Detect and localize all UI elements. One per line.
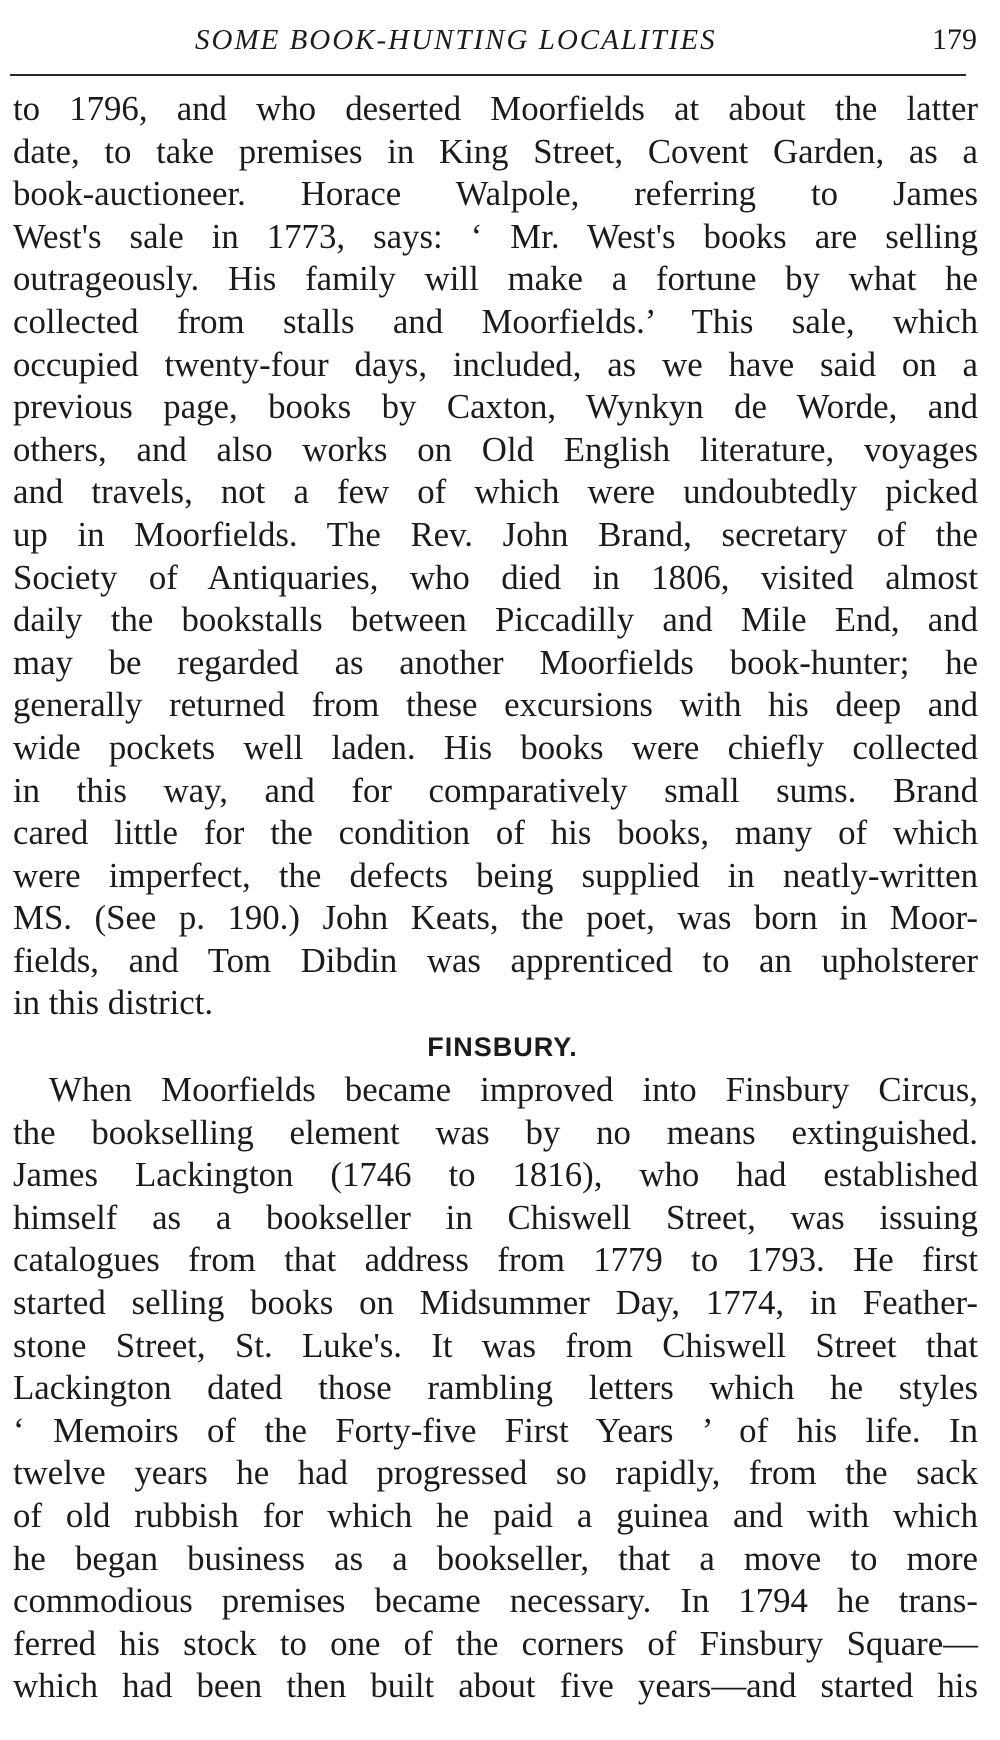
text-line: started selling books on Midsummer Day, 1774, in Feather- (13, 1283, 978, 1323)
text-line: himself as a bookseller in Chiswell Street, was issuing (13, 1197, 978, 1237)
text-line: of old rubbish for which he paid a guinea and with which (13, 1496, 978, 1535)
text-line: date, to take premises in King Street, Covent Garden, as a (13, 131, 978, 171)
text-line: James Lackington (1746 to 1816), who had established (13, 1155, 978, 1195)
text-line: wide pockets well laden. His books were chiefly collected (13, 727, 978, 767)
text-line: in this district. (13, 983, 214, 1023)
text-line: and travels, not a few of which were undoubtedly picked (13, 472, 978, 512)
text-line: MS. (See p. 190.) John Keats, the poet, was born in Moor- (13, 898, 978, 938)
text-line: fields, and Tom Dibdin was apprenticed to an upholsterer (13, 940, 978, 980)
page-number: 179 (932, 23, 977, 56)
text-line: to 1796, and who deserted Moorfields at about the latter (13, 89, 978, 128)
text-line: were imperfect, the defects being supplied in neatly-written (13, 855, 978, 895)
text-line: book-auctioneer. Horace Walpole, referring to James (13, 174, 978, 214)
text-line: daily the bookstalls between Piccadilly and Mile End, and (13, 600, 978, 640)
text-line: the bookselling element was by no means extinguished. (13, 1112, 978, 1152)
text-line: may be regarded as another Moorfields book-hunter; he (13, 642, 978, 682)
text-line: West's sale in 1773, says: ‘ Mr. West's books are selling (13, 216, 978, 256)
text-line: occupied twenty-four days, included, as we have said on a (13, 344, 978, 384)
text-line: When Moorfields became improved into Finsbury Circus, (49, 1070, 978, 1110)
text-line: catalogues from that address from 1779 to 1793. He first (13, 1240, 978, 1280)
text-line: outrageously. His family will make a fortune by what he (13, 259, 978, 299)
text-line: Society of Antiquaries, who died in 1806, visited almost (13, 557, 978, 597)
text-line: collected from stalls and Moorfields.’ This sale, which (13, 301, 978, 341)
header-rule (10, 74, 966, 76)
text-line: generally returned from these excursions with his deep and (13, 685, 978, 725)
body-text (13, 88, 978, 1708)
text-line: ferred his stock to one of the corners of Finsbury Square— (13, 1623, 978, 1663)
text-line: which had been then built about five years—and started his (13, 1666, 978, 1706)
text-line: stone Street, St. Luke's. It was from Chiswell Street that (13, 1325, 978, 1365)
text-line: twelve years he had progressed so rapidly, from the sack (13, 1453, 978, 1493)
text-line: cared little for the condition of his books, many of which (13, 813, 978, 853)
paragraph-finsbury (13, 1069, 978, 1708)
paragraph-moorfields-continued (13, 88, 978, 1025)
running-head (0, 18, 1000, 62)
text-line: Lackington dated those rambling letters which he styles (13, 1368, 978, 1408)
text-line: up in Moorfields. The Rev. John Brand, secretary of the (13, 514, 978, 554)
text-line: commodious premises became necessary. In 1794 he trans- (13, 1581, 978, 1621)
running-head-title: SOME BOOK-HUNTING LOCALITIES (195, 24, 717, 56)
text-line: he began business as a bookseller, that a move to more (13, 1538, 978, 1578)
section-heading-finsbury: FINSBURY. (427, 1032, 578, 1063)
text-line: ‘ Memoirs of the Forty-five First Years ’ of his life. In (13, 1410, 978, 1450)
text-line: others, and also works on Old English literature, voyages (13, 429, 978, 469)
text-line: in this way, and for comparatively small sums. Brand (13, 770, 978, 810)
text-line: previous page, books by Caxton, Wynkyn de Worde, and (13, 387, 978, 427)
